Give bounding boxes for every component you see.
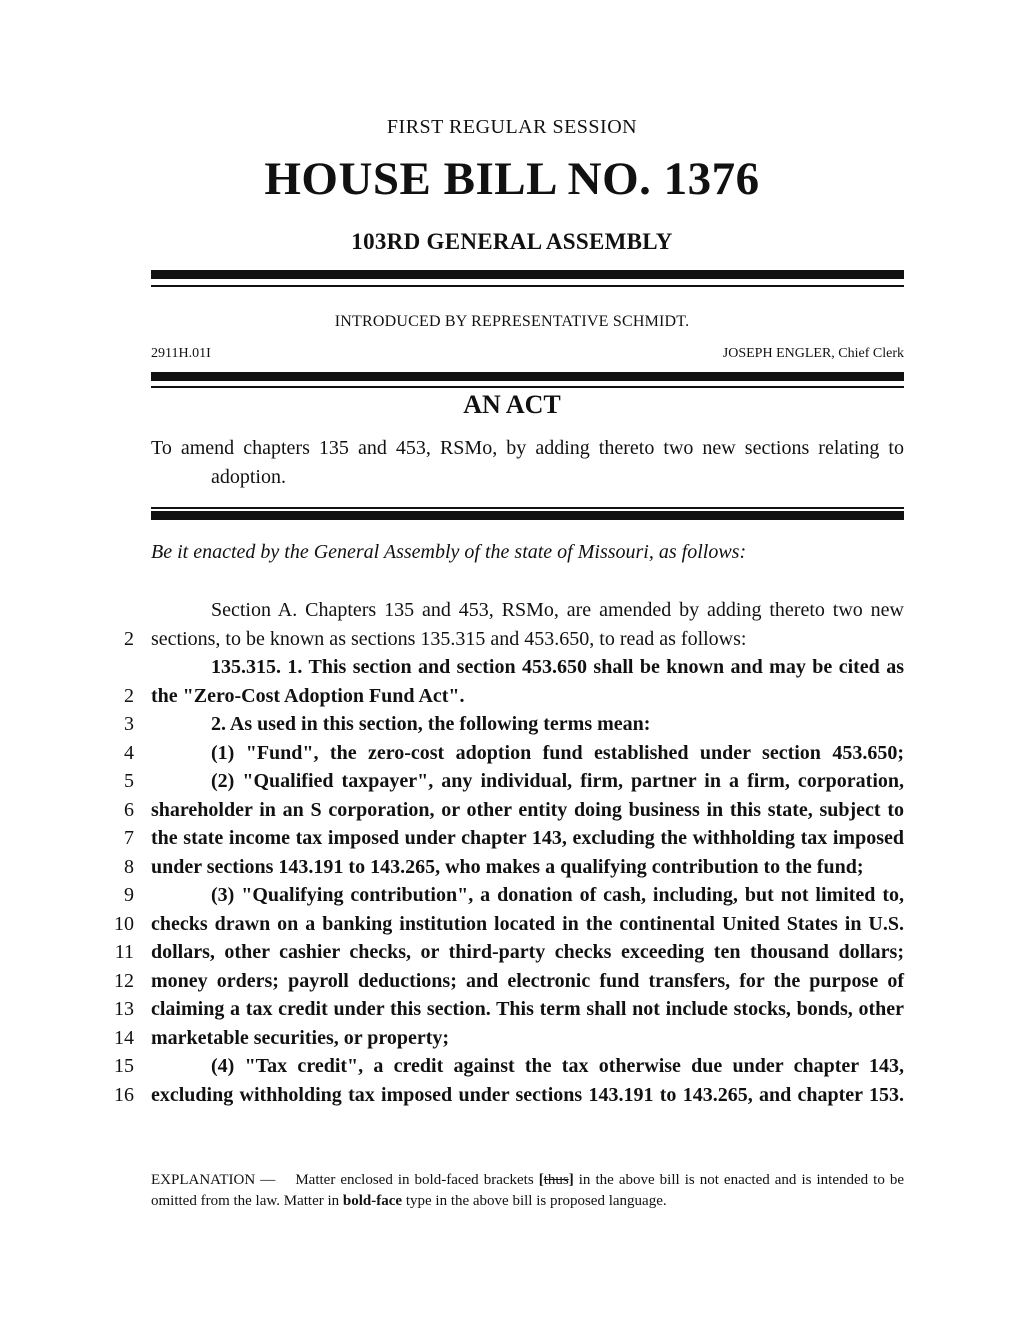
explanation-text: in the above bill is not enacted and is intended to be omitted from the law. Matter in [151, 1172, 905, 1209]
section-135-315-line: money orders; payroll deductions; and electronic fund transfers, for the purpose of [151, 970, 904, 992]
line-number: 7 [124, 827, 134, 849]
line-number: 16 [114, 1084, 134, 1106]
section-135-315-line: the "Zero-Cost Adoption Fund Act". [151, 685, 465, 707]
line-number: 2 [124, 685, 134, 707]
line-number: 8 [124, 856, 134, 878]
act-purpose [151, 434, 904, 492]
enact-rule-thin [151, 507, 904, 509]
act-purpose-line2: adoption. [211, 466, 286, 488]
line-number: 4 [124, 742, 134, 764]
act-purpose-line1: To amend chapters 135 and 453, RSMo, by adding thereto two new sections relating to [151, 437, 904, 459]
section-135-315-line: (4) "Tax credit", a credit against the tax otherwise due under chapter 143, [211, 1055, 904, 1077]
introduced-by: INTRODUCED BY REPRESENTATIVE SCHMIDT. [334, 313, 690, 330]
bold-bracket: [ [538, 1172, 544, 1188]
struck-example: thus [543, 1172, 569, 1188]
enacting-clause: Be it enacted by the General Assembly of the state of Missouri, as follows: [151, 541, 747, 563]
section-135-315-line: 2. As used in this section, the following terms mean: [211, 713, 651, 735]
section-135-315-line: (1) "Fund", the zero-cost adoption fund established under section 453.650; [211, 742, 904, 764]
line-number: 6 [124, 799, 134, 821]
line-number: 15 [114, 1055, 134, 1077]
bold-face-example: bold-face [342, 1193, 403, 1209]
document-code: 2911H.01I [151, 346, 211, 361]
section-135-315-line: dollars, other cashier checks, or third-party checks exceeding ten thousand dollars; [151, 941, 904, 963]
bold-bracket: ] [568, 1172, 574, 1188]
line-number: 2 [124, 628, 134, 650]
section-135-315-line: (2) "Qualified taxpayer", any individual, firm, partner in a firm, corporation, [211, 770, 904, 792]
section-135-315-line: shareholder in an S corporation, or other entity doing business in this state, subject to [151, 799, 904, 821]
section-135-315-line: marketable securities, or property; [151, 1027, 450, 1049]
assembly-label: 103RD GENERAL ASSEMBLY [351, 229, 673, 254]
section-135-315-line: under sections 143.191 to 143.265, who makes a qualifying contribution to the fund; [151, 856, 864, 878]
session-label: FIRST REGULAR SESSION [386, 116, 638, 138]
section-a-line: Section A. Chapters 135 and 453, RSMo, are amended by adding thereto two new [211, 599, 904, 621]
header-rule-thin [151, 285, 904, 287]
section-135-315-line: (3) "Qualifying contribution", a donation of cash, including, but not limited to, [211, 884, 904, 906]
header-rule-thick [151, 270, 904, 279]
section-135-315-line: checks drawn on a banking institution located in the continental United States in U.S. [151, 913, 904, 935]
line-number: 11 [114, 941, 134, 963]
line-number: 13 [114, 998, 134, 1020]
act-title: AN ACT [463, 390, 561, 419]
line-number: 14 [114, 1027, 134, 1049]
bill-title: HOUSE BILL NO. 1376 [264, 153, 760, 205]
act-rule-thick [151, 372, 904, 381]
line-number: 5 [124, 770, 134, 792]
section-135-315-line: the state income tax imposed under chapter 143, excluding the withholding tax imposed [151, 827, 904, 849]
line-number: 12 [114, 970, 134, 992]
explanation-text: Matter enclosed in bold-faced brackets [295, 1172, 534, 1188]
section-a-line: sections, to be known as sections 135.315 and 453.650, to read as follows: [151, 628, 747, 650]
line-number: 10 [114, 913, 134, 935]
section-135-315-line: 135.315. 1. This section and section 453.650 shall be known and may be cited as [211, 656, 904, 678]
line-number: 9 [124, 884, 134, 906]
section-135-315-line: excluding withholding tax imposed under sections 143.191 to 143.265, and chapter 153. [151, 1084, 904, 1106]
explanation-label: EXPLANATION — [151, 1172, 276, 1188]
section-135-315-line: claiming a tax credit under this section. This term shall not include stocks, bonds, other [151, 998, 904, 1020]
chief-clerk: JOSEPH ENGLER, Chief Clerk [722, 346, 904, 361]
explanation-note [151, 1170, 904, 1212]
act-rule-thin [151, 386, 904, 388]
enact-rule-thick [151, 511, 904, 520]
line-number: 3 [124, 713, 134, 735]
explanation-text: type in the above bill is proposed language. [405, 1193, 667, 1209]
